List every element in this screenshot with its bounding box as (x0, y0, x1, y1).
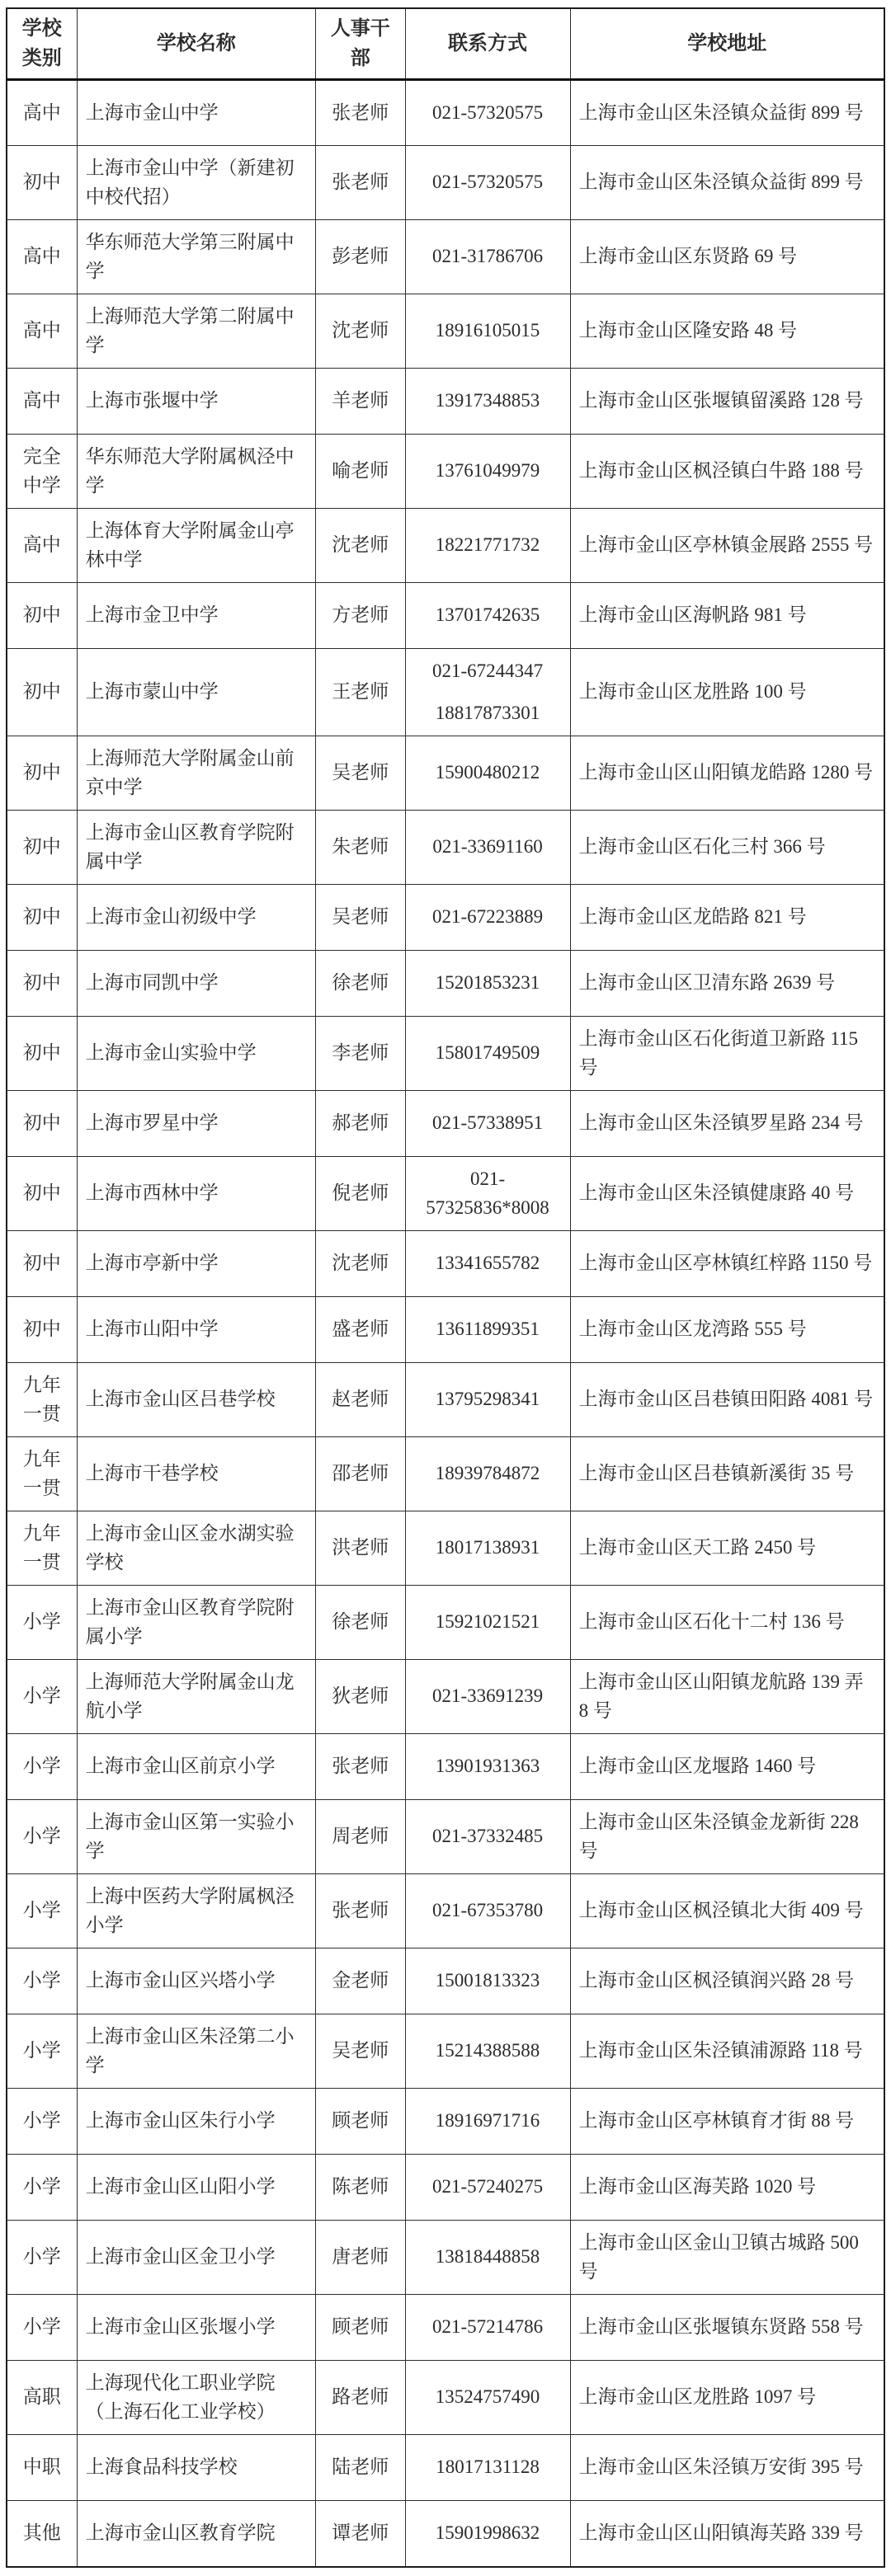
table-row (7, 1297, 884, 1363)
cell-school-category: 初中 (7, 1157, 77, 1231)
cell-school-address: 上海市金山区亭林镇金展路 2555 号 (570, 509, 884, 583)
cell-school-category: 中职 (7, 2435, 77, 2501)
cell-school-address: 上海市金山区山阳镇龙航路 139 弄 8 号 (570, 1660, 884, 1734)
contact-line: 18916105015 (435, 320, 540, 341)
table-row (7, 1660, 884, 1734)
cell-contact-number (405, 1586, 570, 1660)
cell-school-address: 上海市金山区朱泾镇金龙新街 228 号 (570, 1800, 884, 1874)
contact-line: 021-57320575 (431, 101, 544, 123)
cell-school-address: 上海市金山区石化三村 366 号 (570, 811, 884, 885)
cell-school-category: 小学 (7, 2089, 77, 2155)
table-body (7, 80, 884, 2567)
cell-hr-officer: 彭老师 (316, 220, 406, 294)
cell-school-category: 高中 (7, 509, 77, 583)
cell-school-address: 上海市金山区龙胜路 1097 号 (570, 2361, 884, 2435)
cell-school-name: 上海市金山区朱泾第二小学 (77, 2014, 315, 2089)
cell-contact-number (405, 1660, 570, 1734)
contact-line: 18017138931 (435, 1537, 540, 1558)
cell-school-category: 初中 (7, 1231, 77, 1297)
contact-line: 021-33691239 (431, 1685, 544, 1707)
cell-contact-number (405, 811, 570, 885)
cell-school-name: 上海市罗星中学 (77, 1091, 315, 1157)
cell-hr-officer: 沈老师 (316, 509, 406, 583)
contact-line: 021-37332485 (431, 1826, 544, 1847)
cell-school-category: 初中 (7, 1091, 77, 1157)
cell-school-name: 上海市张堰中学 (77, 369, 315, 435)
cell-school-name: 上海师范大学附属金山前京中学 (77, 736, 315, 811)
cell-hr-officer: 羊老师 (316, 369, 406, 435)
cell-contact-number (405, 1017, 570, 1091)
column-header-address: 学校地址 (570, 8, 884, 80)
contact-line: 13795298341 (435, 1389, 540, 1410)
table-row (7, 146, 884, 220)
contact-line: 13524757490 (435, 2386, 540, 2408)
contact-line: 18221771732 (435, 534, 540, 556)
cell-contact-number (405, 1231, 570, 1297)
table-row (7, 2014, 884, 2089)
table-row (7, 2361, 884, 2435)
table-row (7, 1874, 884, 1948)
cell-school-category: 小学 (7, 1874, 77, 1948)
cell-school-category: 小学 (7, 2155, 77, 2221)
cell-contact-number (405, 2089, 570, 2155)
contact-line: 15201853231 (435, 972, 540, 994)
cell-school-name: 上海市金山中学 (77, 80, 315, 146)
cell-contact-number (405, 294, 570, 369)
contact-line: 021-33691160 (432, 836, 543, 858)
cell-contact-number (405, 583, 570, 649)
contact-line: 13701742635 (435, 604, 540, 626)
cell-contact-number (405, 2435, 570, 2501)
table-row (7, 1231, 884, 1297)
table-row (7, 80, 884, 146)
cell-contact-number (405, 2501, 570, 2567)
cell-contact-number (405, 1511, 570, 1586)
table-row (7, 294, 884, 369)
cell-contact-number (405, 2014, 570, 2089)
table-row (7, 1734, 884, 1800)
contact-line: 021-57320575 (431, 172, 544, 193)
cell-contact-number (405, 649, 570, 736)
cell-school-name: 上海市金山区金水湖实验学校 (77, 1511, 315, 1586)
cell-school-address: 上海市金山区山阳镇海芙路 339 号 (570, 2501, 884, 2567)
contact-line: 021-67244347 (431, 660, 544, 681)
cell-school-address: 上海市金山区亭林镇育才街 88 号 (570, 2089, 884, 2155)
table-row (7, 1800, 884, 1874)
cell-contact-number (405, 509, 570, 583)
contact-line: 18916971716 (435, 2110, 540, 2132)
cell-school-name: 华东师范大学第三附属中学 (77, 220, 315, 294)
cell-school-category: 高中 (7, 220, 77, 294)
table-row (7, 1091, 884, 1157)
cell-school-address: 上海市金山区朱泾镇罗星路 234 号 (570, 1091, 884, 1157)
contact-line: 13901931363 (435, 1756, 540, 1777)
cell-school-address: 上海市金山区龙皓路 821 号 (570, 885, 884, 951)
header-row (7, 8, 884, 80)
cell-school-name: 上海市金山初级中学 (77, 885, 315, 951)
cell-school-category: 九年一贯 (7, 1437, 77, 1511)
cell-school-name: 上海市金山区金卫小学 (77, 2221, 315, 2295)
table-row (7, 1157, 884, 1231)
contact-line: 18939784872 (435, 1463, 540, 1484)
table-row (7, 1437, 884, 1511)
cell-school-category: 小学 (7, 1800, 77, 1874)
cell-school-address: 上海市金山区朱泾镇万安街 395 号 (570, 2435, 884, 2501)
cell-contact-number (405, 1800, 570, 1874)
cell-school-category: 小学 (7, 1660, 77, 1734)
contact-line: 15801749509 (435, 1042, 540, 1064)
cell-school-category: 九年一贯 (7, 1511, 77, 1586)
cell-school-address: 上海市金山区朱泾镇众益街 899 号 (570, 80, 884, 146)
cell-school-name: 上海市山阳中学 (77, 1297, 315, 1363)
cell-school-category: 高中 (7, 80, 77, 146)
cell-contact-number (405, 369, 570, 435)
cell-contact-number (405, 146, 570, 220)
cell-contact-number (405, 736, 570, 811)
cell-school-category: 初中 (7, 1297, 77, 1363)
cell-school-address: 上海市金山区金山卫镇古城路 500 号 (570, 2221, 884, 2295)
table-row (7, 2295, 884, 2361)
cell-school-category: 初中 (7, 649, 77, 736)
cell-school-category: 初中 (7, 811, 77, 885)
cell-contact-number (405, 2221, 570, 2295)
cell-hr-officer: 方老师 (316, 583, 406, 649)
table-row (7, 435, 884, 509)
cell-school-category: 高中 (7, 294, 77, 369)
column-header-name: 学校名称 (77, 8, 315, 80)
cell-school-name: 华东师范大学附属枫泾中学 (77, 435, 315, 509)
cell-school-address: 上海市金山区龙胜路 100 号 (570, 649, 884, 736)
cell-school-address: 上海市金山区枫泾镇白牛路 188 号 (570, 435, 884, 509)
cell-hr-officer: 顾老师 (316, 2089, 406, 2155)
cell-contact-number (405, 1437, 570, 1511)
cell-school-name: 上海体育大学附属金山亭林中学 (77, 509, 315, 583)
contact-line: 021-57214786 (431, 2316, 544, 2338)
cell-hr-officer: 沈老师 (316, 294, 406, 369)
contact-line: 021-67353780 (431, 1900, 544, 1921)
cell-school-address: 上海市金山区朱泾镇健康路 40 号 (570, 1157, 884, 1231)
cell-hr-officer: 王老师 (316, 649, 406, 736)
cell-school-category: 初中 (7, 1017, 77, 1091)
cell-school-address: 上海市金山区亭林镇红梓路 1150 号 (570, 1231, 884, 1297)
table-row (7, 2501, 884, 2567)
cell-school-name: 上海现代化工职业学院（上海石化工业学校） (77, 2361, 315, 2435)
cell-school-name: 上海师范大学附属金山龙航小学 (77, 1660, 315, 1734)
cell-school-name: 上海市金山区教育学院 (77, 2501, 315, 2567)
cell-hr-officer: 徐老师 (316, 1586, 406, 1660)
table-row (7, 811, 884, 885)
cell-hr-officer: 谭老师 (316, 2501, 406, 2567)
contact-line: 13917348853 (435, 390, 540, 411)
table-row (7, 1017, 884, 1091)
contact-line: 021-31786706 (431, 246, 544, 267)
cell-school-category: 初中 (7, 146, 77, 220)
contact-line: 15001813323 (435, 1970, 540, 1991)
cell-school-name: 上海市干巷学校 (77, 1437, 315, 1511)
table-row (7, 1363, 884, 1437)
contact-line: 15214388588 (435, 2040, 540, 2061)
cell-hr-officer: 沈老师 (316, 1231, 406, 1297)
cell-hr-officer: 张老师 (316, 1734, 406, 1800)
cell-hr-officer: 盛老师 (316, 1297, 406, 1363)
cell-school-name: 上海市金山区朱行小学 (77, 2089, 315, 2155)
cell-school-name: 上海市金山实验中学 (77, 1017, 315, 1091)
cell-hr-officer: 陈老师 (316, 2155, 406, 2221)
table-row (7, 2221, 884, 2295)
cell-school-name: 上海市金卫中学 (77, 583, 315, 649)
cell-school-name: 上海市金山中学（新建初中校代招） (77, 146, 315, 220)
cell-school-name: 上海市金山区兴塔小学 (77, 1948, 315, 2014)
contact-line: 021-57325836*8008 (426, 1168, 549, 1218)
cell-contact-number (405, 1948, 570, 2014)
cell-hr-officer: 路老师 (316, 2361, 406, 2435)
table-row (7, 1511, 884, 1586)
cell-contact-number (405, 1734, 570, 1800)
contact-line: 13761049979 (435, 460, 540, 482)
cell-school-category: 初中 (7, 951, 77, 1017)
contact-line: 13341655782 (435, 1253, 540, 1274)
contact-line: 15921021521 (435, 1611, 540, 1633)
table-row (7, 369, 884, 435)
cell-contact-number (405, 2361, 570, 2435)
cell-school-category: 完全中学 (7, 435, 77, 509)
table-row (7, 220, 884, 294)
cell-school-category: 小学 (7, 1948, 77, 2014)
cell-contact-number (405, 2155, 570, 2221)
contact-line: 13611899351 (436, 1319, 540, 1340)
cell-school-address: 上海市金山区天工路 2450 号 (570, 1511, 884, 1586)
contact-line: 021-57240275 (431, 2176, 544, 2198)
cell-school-address: 上海市金山区枫泾镇北大街 409 号 (570, 1874, 884, 1948)
column-header-contact: 联系方式 (405, 8, 570, 80)
cell-school-category: 小学 (7, 1586, 77, 1660)
cell-school-category: 高职 (7, 2361, 77, 2435)
cell-school-address: 上海市金山区张堰镇东贤路 558 号 (570, 2295, 884, 2361)
table-row (7, 649, 884, 736)
school-contact-table (6, 7, 885, 2568)
cell-school-name: 上海市亭新中学 (77, 1231, 315, 1297)
cell-hr-officer: 赵老师 (316, 1363, 406, 1437)
cell-contact-number (405, 1297, 570, 1363)
cell-hr-officer: 吴老师 (316, 736, 406, 811)
cell-school-name: 上海市金山区吕巷学校 (77, 1363, 315, 1437)
cell-hr-officer: 吴老师 (316, 885, 406, 951)
contact-line: 15900480212 (435, 762, 540, 783)
contact-line: 15901998632 (435, 2522, 540, 2543)
cell-hr-officer: 吴老师 (316, 2014, 406, 2089)
cell-hr-officer: 洪老师 (316, 1511, 406, 1586)
contact-line: 18017131128 (436, 2456, 540, 2478)
cell-school-address: 上海市金山区吕巷镇新溪街 35 号 (570, 1437, 884, 1511)
cell-school-name: 上海市金山区教育学院附属小学 (77, 1586, 315, 1660)
table-row (7, 885, 884, 951)
cell-hr-officer: 喻老师 (316, 435, 406, 509)
cell-school-address: 上海市金山区吕巷镇田阳路 4081 号 (570, 1363, 884, 1437)
cell-school-address: 上海市金山区石化十二村 136 号 (570, 1586, 884, 1660)
cell-school-address: 上海市金山区隆安路 48 号 (570, 294, 884, 369)
column-header-category: 学校类别 (7, 8, 77, 80)
cell-contact-number (405, 885, 570, 951)
cell-school-name: 上海食品科技学校 (77, 2435, 315, 2501)
table-row (7, 1586, 884, 1660)
cell-school-address: 上海市金山区枫泾镇润兴路 28 号 (570, 1948, 884, 2014)
cell-school-category: 小学 (7, 2014, 77, 2089)
cell-contact-number (405, 1157, 570, 1231)
cell-school-address: 上海市金山区朱泾镇浦源路 118 号 (570, 2014, 884, 2089)
cell-hr-officer: 唐老师 (316, 2221, 406, 2295)
cell-hr-officer: 金老师 (316, 1948, 406, 2014)
cell-school-name: 上海市金山区第一实验小学 (77, 1800, 315, 1874)
table-row (7, 583, 884, 649)
cell-hr-officer: 李老师 (316, 1017, 406, 1091)
cell-school-name: 上海市金山区张堰小学 (77, 2295, 315, 2361)
cell-school-category: 初中 (7, 885, 77, 951)
contact-line: 021-67223889 (431, 906, 544, 928)
cell-school-name: 上海中医药大学附属枫泾小学 (77, 1874, 315, 1948)
cell-contact-number (405, 220, 570, 294)
cell-contact-number (405, 951, 570, 1017)
cell-school-address: 上海市金山区张堰镇留溪路 128 号 (570, 369, 884, 435)
cell-school-address: 上海市金山区海帆路 981 号 (570, 583, 884, 649)
cell-hr-officer: 张老师 (316, 1874, 406, 1948)
cell-contact-number (405, 2295, 570, 2361)
cell-hr-officer: 顾老师 (316, 2295, 406, 2361)
cell-hr-officer: 倪老师 (316, 1157, 406, 1231)
cell-school-address: 上海市金山区龙堰路 1460 号 (570, 1734, 884, 1800)
cell-school-address: 上海市金山区龙湾路 555 号 (570, 1297, 884, 1363)
contact-line: 18817873301 (435, 702, 540, 723)
cell-school-address: 上海市金山区海芙路 1020 号 (570, 2155, 884, 2221)
cell-hr-officer: 周老师 (316, 1800, 406, 1874)
cell-school-name: 上海市蒙山中学 (77, 649, 315, 736)
cell-school-name: 上海师范大学第二附属中学 (77, 294, 315, 369)
cell-school-category: 初中 (7, 736, 77, 811)
cell-school-category: 小学 (7, 2221, 77, 2295)
cell-school-address: 上海市金山区朱泾镇众益街 899 号 (570, 146, 884, 220)
column-header-hr: 人事干部 (316, 8, 406, 80)
cell-school-name: 上海市同凯中学 (77, 951, 315, 1017)
cell-contact-number (405, 1874, 570, 1948)
table-row (7, 951, 884, 1017)
cell-hr-officer: 陆老师 (316, 2435, 406, 2501)
table-row (7, 736, 884, 811)
cell-school-name: 上海市金山区山阳小学 (77, 2155, 315, 2221)
cell-school-name: 上海市西林中学 (77, 1157, 315, 1231)
contact-line: 021-57338951 (431, 1112, 544, 1134)
cell-school-category: 小学 (7, 1734, 77, 1800)
cell-school-category: 其他 (7, 2501, 77, 2567)
cell-school-name: 上海市金山区前京小学 (77, 1734, 315, 1800)
table-header (7, 8, 884, 80)
cell-hr-officer: 徐老师 (316, 951, 406, 1017)
table-row (7, 2155, 884, 2221)
cell-school-name: 上海市金山区教育学院附属中学 (77, 811, 315, 885)
cell-contact-number (405, 435, 570, 509)
cell-contact-number (405, 80, 570, 146)
cell-contact-number (405, 1091, 570, 1157)
cell-school-category: 九年一贯 (7, 1363, 77, 1437)
table-row (7, 2435, 884, 2501)
cell-hr-officer: 邵老师 (316, 1437, 406, 1511)
cell-hr-officer: 狄老师 (316, 1660, 406, 1734)
cell-school-address: 上海市金山区山阳镇龙皓路 1280 号 (570, 736, 884, 811)
cell-contact-number (405, 1363, 570, 1437)
cell-hr-officer: 郝老师 (316, 1091, 406, 1157)
cell-school-address: 上海市金山区东贤路 69 号 (570, 220, 884, 294)
table-row (7, 1948, 884, 2014)
cell-school-category: 高中 (7, 369, 77, 435)
cell-school-address: 上海市金山区石化街道卫新路 115 号 (570, 1017, 884, 1091)
table-row (7, 509, 884, 583)
cell-school-address: 上海市金山区卫清东路 2639 号 (570, 951, 884, 1017)
cell-school-category: 小学 (7, 2295, 77, 2361)
contact-line: 13818448858 (435, 2246, 540, 2268)
cell-hr-officer: 张老师 (316, 80, 406, 146)
cell-school-category: 初中 (7, 583, 77, 649)
cell-hr-officer: 张老师 (316, 146, 406, 220)
table-row (7, 2089, 884, 2155)
cell-hr-officer: 朱老师 (316, 811, 406, 885)
